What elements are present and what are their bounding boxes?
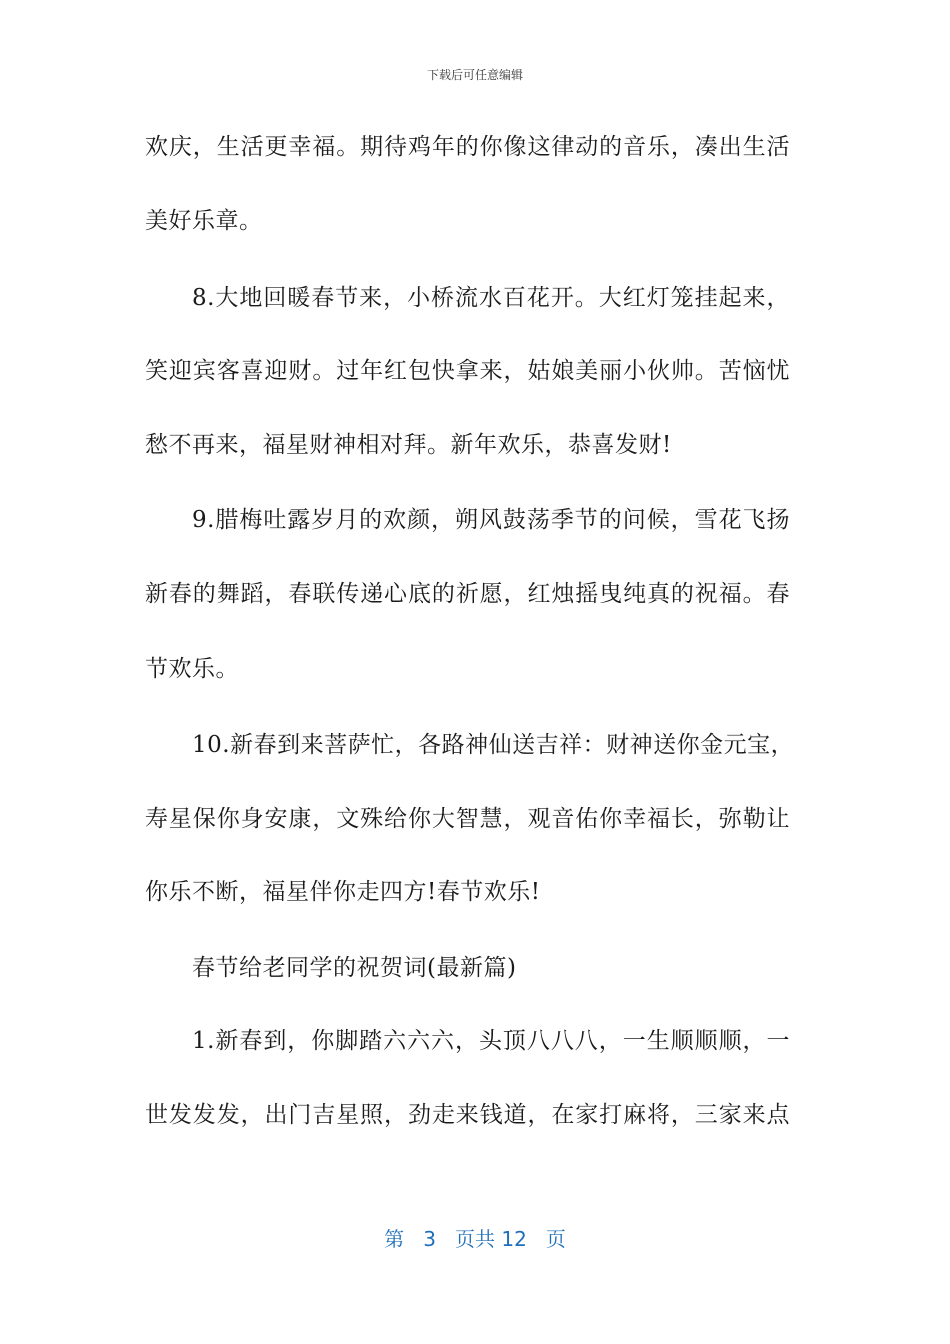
section-heading: 春节给老同学的祝贺词(最新篇) xyxy=(192,955,517,981)
paragraph-line: 10.新春到来菩萨忙，各路神仙送吉祥：财神送你金元宝， xyxy=(192,732,795,758)
page-header-note: 下载后可任意编辑 xyxy=(426,68,523,82)
footer-total-pages: 12 xyxy=(501,1227,527,1251)
footer-middle: 页共 xyxy=(455,1227,495,1251)
paragraph-line: 寿星保你身安康，文殊给你大智慧，观音佑你幸福长，弥勒让 xyxy=(145,806,790,832)
paragraph-line: 1.新春到，你脚踏六六六，头顶八八八，一生顺顺顺，一 xyxy=(192,1028,790,1054)
paragraph-line: 新春的舞蹈，春联传递心底的祈愿，红烛摇曳纯真的祝福。春 xyxy=(145,581,790,607)
page-footer xyxy=(0,1226,950,1252)
paragraph-line: 节欢乐。 xyxy=(145,656,239,682)
paragraph-line: 笑迎宾客喜迎财。过年红包快拿来，姑娘美丽小伙帅。苦恼忧 xyxy=(145,358,790,384)
footer-prefix: 第 xyxy=(384,1227,405,1251)
footer-current-page: 3 xyxy=(423,1227,436,1251)
paragraph-line: 美好乐章。 xyxy=(145,208,263,234)
paragraph-line: 愁不再来，福星财神相对拜。新年欢乐，恭喜发财! xyxy=(145,432,672,458)
paragraph-line: 8.大地回暖春节来，小桥流水百花开。大红灯笼挂起来， xyxy=(192,285,790,311)
paragraph-line: 世发发发，出门吉星照，劲走来钱道，在家打麻将，三家来点 xyxy=(145,1102,790,1128)
footer-suffix: 页 xyxy=(545,1227,566,1251)
paragraph-line: 9.腊梅吐露岁月的欢颜，朔风鼓荡季节的问候，雪花飞扬 xyxy=(192,507,790,533)
paragraph-line: 你乐不断，福星伴你走四方!春节欢乐! xyxy=(145,879,541,905)
paragraph-line: 欢庆，生活更幸福。期待鸡年的你像这律动的音乐，凑出生活 xyxy=(145,134,790,160)
